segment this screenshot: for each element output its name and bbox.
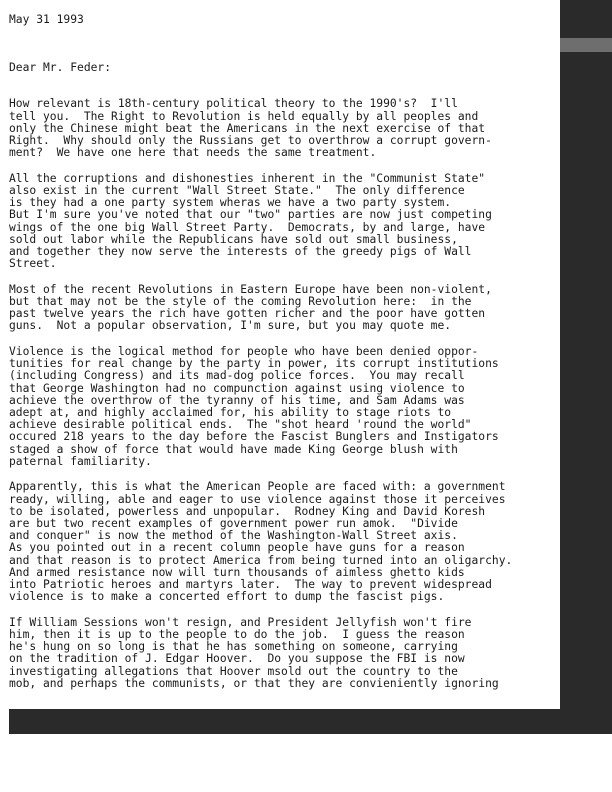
text-line: past twelve years the rich have gotten richer and the poor have gotten	[9, 308, 486, 321]
text-line: and that reason is to protect America from being turned into an oligarchy.	[9, 554, 513, 567]
text-line: achieve the overthrow of the tyranny of his time, and Sam Adams was	[9, 394, 465, 407]
text-line: to be isolated, powerless and unpopular. Rodney King and David Koresh	[9, 505, 486, 518]
text-line: sold out labor while the Republicans have sold out small business,	[9, 233, 458, 246]
text-line: ment? We have one here that needs the same treatment.	[9, 147, 377, 160]
text-line: Apparently, this is what the American People are faced with: a government	[9, 481, 506, 494]
letter-paragraph	[9, 481, 557, 603]
text-line: ready, willing, able and eager to use violence against those it perceives	[9, 493, 506, 506]
text-line: violence is to make a concerted effort to dump the fascist pigs.	[9, 591, 445, 604]
text-line: adept at, and highly acclaimed for, his ability to stage riots to	[9, 407, 452, 419]
text-line: wings of the one big Wall Street Party. Democrats, by and large, have	[9, 221, 486, 234]
text-line: but that may not be the style of the coming Revolution here: in the	[9, 296, 472, 308]
letter-paragraph	[9, 173, 557, 271]
text-line: As you pointed out in a recent column people have guns for a reason	[9, 542, 465, 555]
text-line: Violence is the logical method for people who have been denied oppor-	[9, 346, 479, 359]
text-line: are but two recent examples of government power run amok. "Divide	[9, 518, 458, 530]
text-line: he's hung on so long is that he has something on someone, carrying	[9, 641, 458, 654]
text-line: (including Congress) and its mad-dog police forces. You may recall	[9, 370, 465, 383]
letter-paragraph	[9, 346, 557, 468]
text-line: How relevant is 18th-century political theory to the 1990's? I'll	[9, 98, 458, 111]
text-line: and conquer" is now the method of the Washington-Wall Street axis.	[9, 530, 458, 543]
text-line: is they had a one party system wheras we have a two party system.	[9, 197, 452, 210]
text-line: only the Chinese might beat the Americans in the next exercise of that	[9, 122, 486, 135]
letter-date: May 31 1993	[9, 14, 84, 26]
scan-edge-highlight	[560, 38, 612, 52]
text-line: that George Washington had no compunction against using violence to	[9, 382, 465, 395]
text-line: investigating allegations that Hoover msold out the country to the	[9, 665, 458, 678]
letter-salutation: Dear Mr. Feder:	[9, 62, 112, 75]
text-line: staged a show of force that would have made King George blush with	[9, 443, 458, 456]
text-line: into Patriotic heroes and martyrs later. The way to prevent widespread	[9, 578, 492, 591]
text-line: him, then it is up to the people to do the job. I guess the reason	[9, 629, 465, 641]
text-line: mob, and perhaps the communists, or that they are convieniently ignoring	[9, 677, 499, 690]
text-line: Right. Why should only the Russians get to overthrow a corrupt govern-	[9, 134, 492, 147]
text-line: If William Sessions won't resign, and President Jellyfish won't fire	[9, 616, 472, 629]
letter-page	[9, 14, 557, 703]
text-line: paternal familiarity.	[9, 455, 152, 468]
scan-bottom-edge	[9, 709, 612, 734]
text-line: And armed resistance now will turn thousands of aimless ghetto kids	[9, 566, 465, 579]
text-line: and together they now serve the interests of the greedy pigs of Wall	[9, 245, 472, 258]
text-line: occured 218 years to the day before the Fascist Bunglers and Instigators	[9, 431, 499, 444]
text-line: achieve desirable political ends. The "shot heard 'round the world"	[9, 419, 472, 432]
scan-right-edge	[560, 0, 612, 732]
letter-paragraph	[9, 284, 557, 333]
text-line: tunities for real change by the party in power, its corrupt institutions	[9, 358, 499, 371]
text-line: also exist in the current "Wall Street State." The only difference	[9, 185, 465, 197]
text-line: Street.	[9, 258, 57, 271]
text-line: guns. Not a popular observation, I'm sure, but you may quote me.	[9, 320, 452, 333]
letter-paragraph	[9, 617, 557, 690]
letter-body	[9, 98, 557, 690]
text-line: on the tradition of J. Edgar Hoover. Do you suppose the FBI is now	[9, 653, 465, 666]
text-line: All the corruptions and dishonesties inherent in the "Communist State"	[9, 172, 486, 185]
text-line: tell you. The Right to Revolution is held equally by all peoples and	[9, 110, 479, 123]
text-line: But I'm sure you've noted that our "two" parties are now just competing	[9, 209, 492, 222]
letter-paragraph	[9, 98, 557, 159]
text-line: Most of the recent Revolutions in Eastern Europe have been non-violent,	[9, 283, 492, 296]
